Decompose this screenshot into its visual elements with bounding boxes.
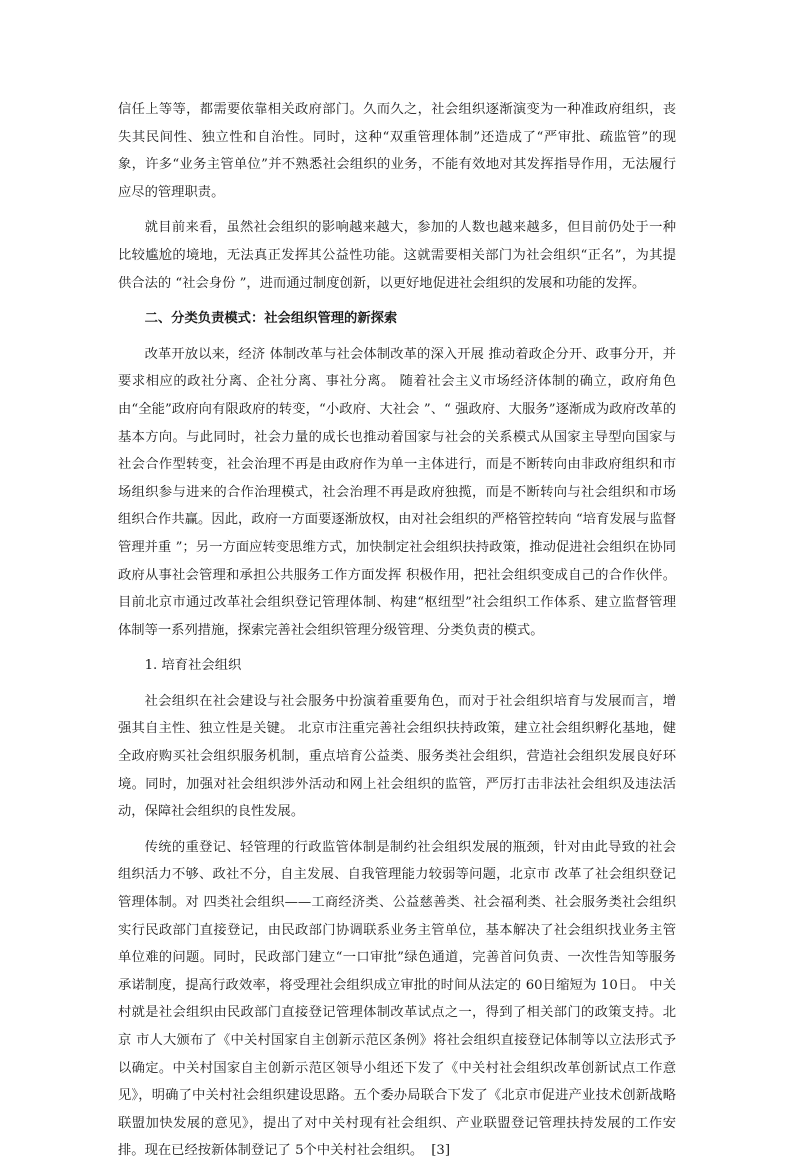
subsection-heading: 1. 培育社会组织 (144, 658, 242, 674)
paragraph-continuation: 信任上等等，都需要依靠相关政府部门。久而久之，社会组织逐渐演变为一种准政府组织，丧失其民间性、独立性和自治性。同时，这种“双重管理体制”还造成了“严审批、疏监管”的现象，许多“业务主管单位”并不熟悉社会组织的业务，不能有效地对其发挥指导作用，无法履行应尽的管理职责。 (118, 102, 676, 200)
document-page (118, 96, 676, 1165)
paragraph-reform: 改革开放以来，经济 体制改革与社会体制改革的深入开展 推动着政企分开、政事分开，并要求相应的政社分离、企社分离、事社分离。 随着社会主义市场经济体制的确立，政府角色由“全能”政府向有限政府的转变，“小政府、大社会 ”、“ 强政府、大服务”逐渐成为政府改革的基本方向。与此同时，社会力量的成长也推动着国家与社会的关系模式从国家主导型向国家与社会合作型转变，社会治理不再是由政府作为单一主体进行，而是不断转向由非政府组织和市场组织参与进来的合作治理模式，社会治理不再是政府独揽，而是不断转向与社会组织和市场组织合作共赢。因此，政府一方面要逐渐放权，由对社会组织的严格管控转向 “培育发展与监督管理并重 ”；另一方面应转变思维方式，加快制定社会组织扶持政策，推动促进社会组织在协同政府从事社会管理和承担公共服务工作方面发挥 积极作用，把社会组织变成自己的合作伙伴。目前北京市通过改革社会组织登记管理体制、构建“枢纽型”社会组织工作体系、建立监督管理体制等一系列措施，探索完善社会组织管理分级管理、分类负责的模式。 (118, 346, 676, 638)
paragraph-cultivate: 社会组织在社会建设与社会服务中扮演着重要角色，而对于社会组织培育与发展而言，增强其自主性、独立性是关键。 北京市注重完善社会组织扶持政策，建立社会组织孵化基地，健全政府购买社会组织服务机制，重点培育公益类、服务类社会组织，营造社会组织发展良好环境。同时，加强对社会组织涉外活动和网上社会组织的监管，严厉打击非法社会组织及违法活动，保障社会组织的良性发展。 (118, 693, 676, 820)
paragraph-current-situation: 就目前来看，虽然社会组织的影响越来越大，参加的人数也越来越多，但目前仍处于一种比较尴尬的境地，无法真正发挥其公益性功能。这就需要相关部门为社会组织“正名”，为其提供合法的 “社会身份 ”，进而通过制度创新，以更好地促进社会组织的发展和功能的发挥。 (118, 220, 676, 291)
citation-reference: [3] (431, 1143, 451, 1159)
paragraph-registration-reform (118, 834, 676, 1165)
section-heading: 二、分类负责模式：社会组织管理的新探索 (144, 311, 398, 327)
paragraph-registration-text: 传统的重登记、轻管理的行政监管体制是制约社会组织发展的瓶颈，针对由此导致的社会组织活力不够、政社不分，自主发展、自我管理能力较弱等问题，北京市 改革了社会组织登记管理体制。对 四类社会组织——工商经济类、公益慈善类、社会福利类、社会服务类社会组织实行民政部门直接登记，由民政部门协调联系业务主管单位，基本解决了社会组织找业务主管单位难的问题。同时，民政部门建立“一口审批”绿色通道，完善首问负责、一次性告知等服务承诺制度，提高行政效率，将受理社会组织成立审批的时间从法定的 60日缩短为 10日。 中关村就是社会组织由民政部门直接登记管理体制改革试点之一，得到了相关部门的政策支持。北京 市人大颁布了《中关村国家自主创新示范区条例》将社会组织直接登记体制等以立法形式予以确定。中关村国家自主创新示范区领导小组还下发了《中关村社会组织改革创新试点工作意见》，明确了中关村社会组织建设思路。五个委办局联合下发了《北京市促进产业技术创新战略联盟加快发展的意见》，提出了对中关村现有社会组织、产业联盟登记管理扶持发展的工作安排。现在已经按新体制登记了 5个中关村社会组织。 (118, 839, 676, 1159)
